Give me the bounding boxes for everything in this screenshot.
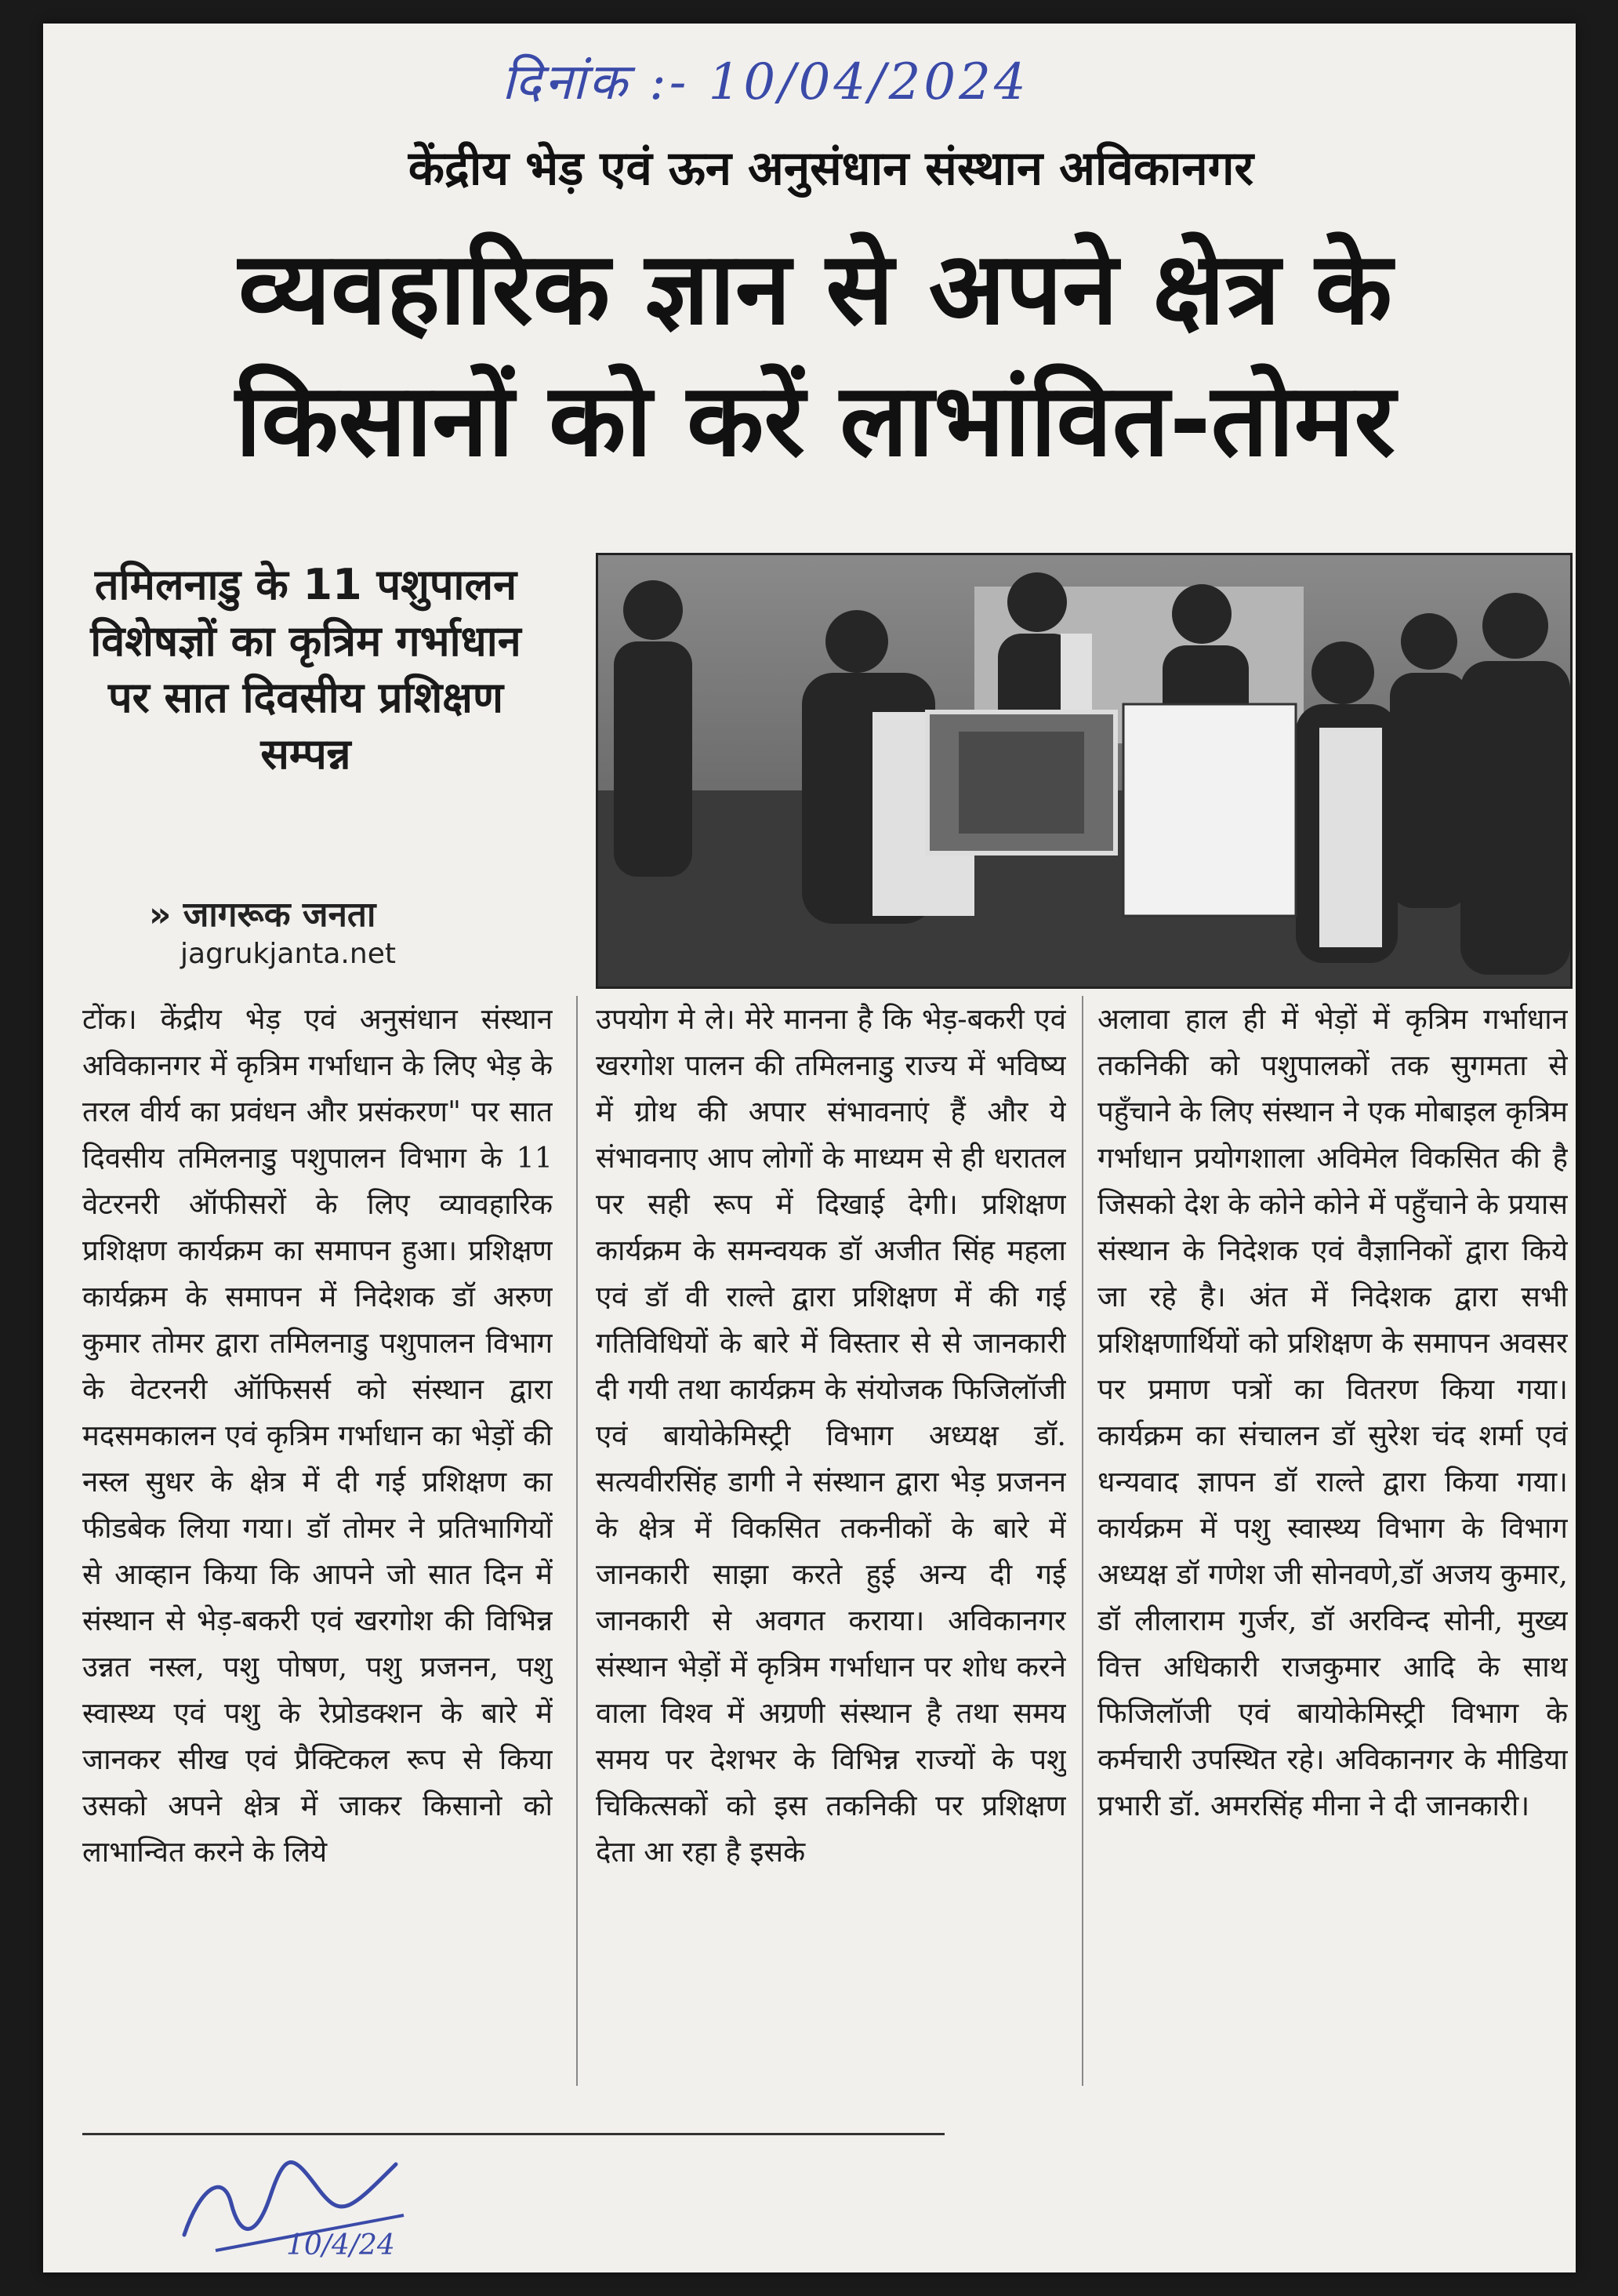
institute-overline: केंद्रीय भेड़ एवं ऊन अनुसंधान संस्थान अविकानगर bbox=[408, 141, 1254, 196]
article-column-3: अलावा हाल ही में भेड़ों में कृत्रिम गर्भाधान तकनिकी को पशुपालकों तक सुगमता से पहुँचाने के लिए संस्थान ने एक मोबाइल कृत्रिम गर्भाधान प्रयोगशाला अविमेल विकसित की है जिसको देश के कोने कोने में पहुँचाने के प्रयास संस्थान के निदेशक एवं वैज्ञानिकों द्वारा किये जा रहे है। अंत में निदेशक द्वारा सभी प्रशिक्षणार्थियों को प्रशिक्षण के समापन अवसर पर प्रमाण पत्रों का वितरण किया गया। कार्यक्रम का संचालन डॉ सुरेश चंद शर्मा एवं धन्यवाद ज्ञापन डॉ राल्ते द्वारा किया गया। कार्यक्रम में पशु स्वास्थ्य विभाग के विभाग अध्यक्ष डॉ गणेश जी सोनवणे,डॉ अजय कुमार, डॉ लीलाराम गुर्जर, डॉ अरविन्द सोनी, मुख्य वित्त अधिकारी राजकुमार आदि के साथ फिजिलॉजी एवं बायोकेमिस्ट्री विभाग के कर्मचारी उपस्थित रहे। अविकानगर के मीडिया प्रभारी डॉ. अमरसिंह मीना ने दी जानकारी। bbox=[1097, 1002, 1568, 1822]
column-divider-1 bbox=[576, 996, 578, 2086]
news-photo bbox=[596, 553, 1573, 989]
headline: व्यवहारिक ज्ञान से अपने क्षेत्र के किसानों को करें लाभांवित-तोमर bbox=[235, 231, 1395, 479]
article-column-1: टोंक। केंद्रीय भेड़ एवं अनुसंधान संस्थान अविकानगर में कृत्रिम गर्भाधान के लिए भेड़ के तरल वीर्य का प्रवंधन और प्रसंकरण" पर सात दिवसीय तमिलनाडु पशुपालन विभाग के 11 वेटरनरी ऑफीसरों के लिए व्यावहारिक प्रशिक्षण कार्यक्रम का समापन हुआ। प्रशिक्षण कार्यक्रम के समापन में निदेशक डॉ अरुण कुमार तोमर द्वारा तमिलनाडु पशुपालन विभाग के वेटरनरी ऑफिसर्स को संस्थान द्वारा मदसमकालन एवं कृत्रिम गर्भाधान का भेड़ों की नस्ल सुधर के क्षेत्र में दी गई प्रशिक्षण का फीडबेक लिया गया। डॉ तोमर ने प्रतिभागियों से आव्हान किया कि आपने जो सात दिन में संस्थान से भेड़-बकरी एवं खरगोश की विभिन्न उन्नत नस्ल, पशु पोषण, पशु प्रजनन, पशु स्वास्थ्य एवं पशु के रेप्रोडक्शन के बारे में जानकर सीख एवं प्रैक्टिकल रूप से किया उसको अपने क्षेत्र में जाकर किसानो को लाभान्वित करने के लिये bbox=[82, 1002, 553, 1869]
bottom-rule bbox=[82, 2133, 945, 2135]
signature-date: 10/4/24 bbox=[286, 2229, 395, 2258]
article-column-2: उपयोग मे ले। मेरे मानना है कि भेड़-बकरी एवं खरगोश पालन की तमिलनाडु राज्य में भविष्य में ग्रोथ की अपार संभावनाएं हैं और ये संभावनाए आप लोगों के माध्यम से ही धरातल पर सही रूप में दिखाई देगी। प्रशिक्षण कार्यक्रम के समन्वयक डॉ अजीत सिंह महला एवं डॉ वी राल्ते द्वारा प्रशिक्षण में की गई गतिविधियों के बारे में विस्तार से से जानकारी दी गयी तथा कार्यक्रम के संयोजक फिजिलॉजी एवं बायोकेमिस्ट्री विभाग अध्यक्ष डॉ. सत्यवीरसिंह डागी ने संस्थान द्वारा भेड़ प्रजनन के क्षेत्र में विकसित तकनीकों के बारे में जानकारी साझा करते हुई अन्य दी गई जानकारी से अवगत कराया। अविकानगर संस्थान भेड़ों में कृत्रिम गर्भाधान पर शोध करने वाला विश्व में अग्रणी संस्थान है तथा समय समय पर देशभर के विभिन्न राज्यों के पशु चिकित्सकों को इस तकनिकी पर प्रशिक्षण देता आ रहा है इसके bbox=[596, 1002, 1066, 1869]
subheadline: तमिलनाडु के 11 पशुपालन विशेषज्ञों का कृत्रिम गर्भाधान पर सात दिवसीय प्रशिक्षण सम्पन्न bbox=[90, 560, 521, 779]
byline: » जागरूक जनता bbox=[149, 895, 376, 935]
website: jagrukjanta.net bbox=[180, 938, 396, 970]
handwritten-signature bbox=[169, 2141, 427, 2258]
handwritten-date: दिनांक :- 10/04/2024 bbox=[502, 53, 1029, 111]
column-divider-2 bbox=[1082, 996, 1083, 2086]
